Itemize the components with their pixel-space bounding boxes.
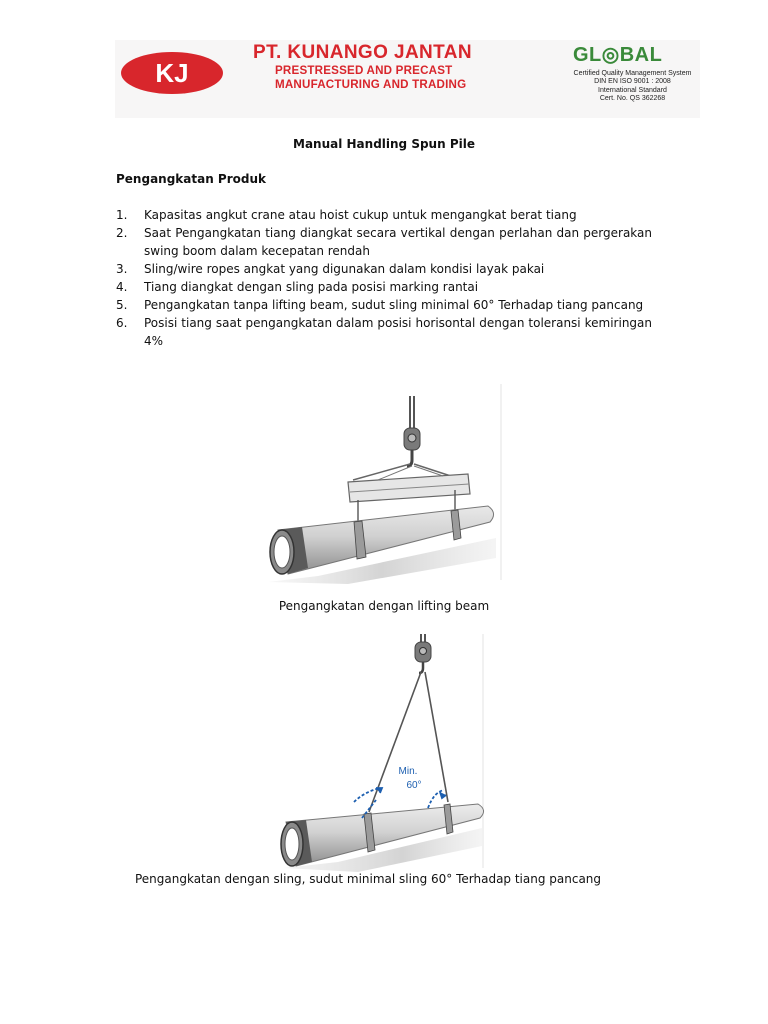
- cert-line: International Standard: [598, 86, 667, 94]
- step-number: 6.: [116, 316, 128, 330]
- logo-text: KJ: [155, 58, 189, 88]
- cert-line: Cert. No. QS 362268: [599, 94, 666, 102]
- company-block: [253, 42, 472, 92]
- step-text: Pengangkatan tanpa lifting beam, sudut sling minimal 60° Terhadap tiang pancang: [144, 298, 644, 312]
- list-item: [116, 206, 652, 224]
- lifting-beam: [348, 466, 470, 502]
- step-number: 3.: [116, 262, 128, 276]
- angle-arrow-icon: [428, 790, 446, 808]
- list-item: [116, 278, 652, 296]
- certification-text: [567, 70, 698, 103]
- step-number: 5.: [116, 298, 128, 312]
- sling-left: [369, 672, 421, 812]
- list-item: [116, 260, 652, 278]
- angle-label: Min.: [398, 766, 418, 777]
- list-item: [116, 224, 652, 260]
- global-logo-text: GL◎BAL: [573, 44, 663, 66]
- document-title: Manual Handling Spun Pile: [293, 137, 475, 151]
- crane-hook-icon: [415, 642, 431, 673]
- cert-line: Certified Quality Management System: [573, 70, 692, 77]
- step-number: 2.: [116, 226, 128, 240]
- certification-block: [573, 42, 698, 103]
- company-tagline-1: PRESTRESSED AND PRECAST: [275, 64, 453, 77]
- company-name: PT. KUNANGO JANTAN: [253, 42, 473, 63]
- steps-list: [116, 206, 652, 350]
- figure-caption-beam: Pengangkatan dengan lifting beam: [278, 599, 490, 613]
- sling-lifting-illustration: [278, 632, 490, 872]
- step-number: 4.: [116, 280, 128, 294]
- step-text: Sling/wire ropes angkat yang digunakan dalam kondisi layak pakai: [144, 262, 545, 276]
- kj-logo-icon: [119, 50, 225, 96]
- global-logo: [573, 42, 698, 67]
- step-text: Posisi tiang saat pengangkatan dalam posisi horisontal dengan toleransi kemiringan 4%: [144, 316, 652, 348]
- section-heading: Pengangkatan Produk: [116, 172, 266, 186]
- step-number: 1.: [116, 208, 128, 222]
- sling-right: [425, 672, 448, 802]
- list-item: [116, 314, 652, 350]
- crane-hook-icon: [404, 428, 420, 466]
- letterhead: [115, 40, 700, 118]
- angle-value: 60°: [406, 780, 422, 791]
- lifting-beam-illustration: [258, 380, 508, 585]
- step-text: Saat Pengangkatan tiang diangkat secara vertikal dengan perlahan dan pergerakan swing boom dalam kecepatan rendah: [144, 226, 652, 258]
- company-tagline-2: MANUFACTURING AND TRADING: [275, 78, 467, 91]
- cert-line: DIN EN ISO 9001 : 2008: [594, 78, 671, 86]
- figure-caption-sling: Pengangkatan dengan sling, sudut minimal sling 60° Terhadap tiang pancang: [134, 872, 602, 886]
- list-item: [116, 296, 652, 314]
- step-text: Tiang diangkat dengan sling pada posisi marking rantai: [144, 280, 479, 294]
- step-text: Kapasitas angkut crane atau hoist cukup untuk mengangkat berat tiang: [144, 208, 577, 222]
